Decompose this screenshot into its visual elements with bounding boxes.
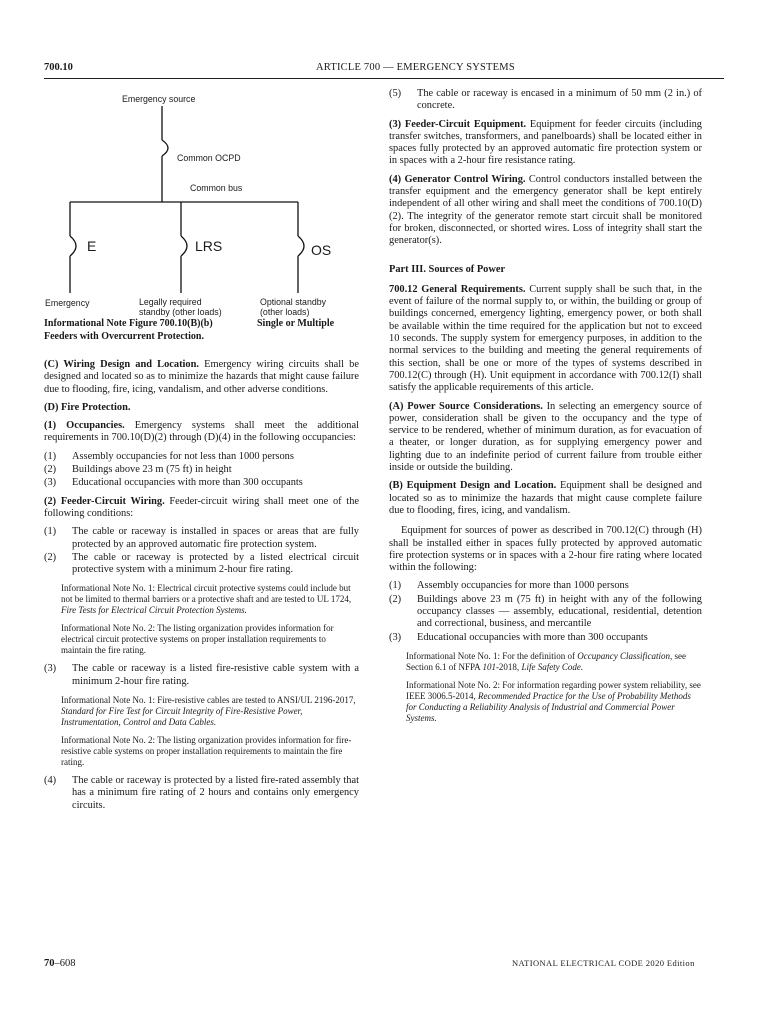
paragraph-d4-generator-control: (4) Generator Control Wiring. Control conductors installed between the transfer equipment and the emergency generator shall be kept entirely independent of all other wiring and shall meet the conditions of 700.10(D)(2). The integrity of the generator remote start circuit shall be monitored for broken, disconnected, or shorted wires. Loss of integrity shall start the generator(s). — [389, 173, 702, 247]
paragraph-700-12-general: 700.12 General Requirements. Current supply shall be such that, in the event of failure of the normal supply to, or within, the building or group of buildings concerned, emergency lighting, emergency power, or both shall be available within the time required for the application but not to exceed 10 seconds. The supply system for emergency purposes, in addition to the normal services to the building and meeting the general requirements of this section, shall be one or more of the types of systems described in 700.12(C) through (H). Unit equipment in accordance with 700.12(I) shall satisfy the applicable requirements of this article. — [389, 283, 702, 394]
heading-d-fire-protection: (D) Fire Protection. — [44, 401, 131, 413]
occupancy-list — [44, 451, 359, 490]
informational-note: Informational Note No. 1: For the definition of Occupancy Classification, see Section 6.1 of NFPA 101-2018, Life Safety Code. — [406, 650, 686, 672]
list-item: (4) The cable or raceway is protected by a listed fire-rated assembly that has a minimum fire rating of 2 hours and contains only emergency circuits. — [44, 775, 359, 811]
figure-caption: Informational Note Figure 700.10(B)(b) Single or Multiple Feeders with Overcurrent Protection. — [44, 318, 335, 342]
paragraph-b-equipment-design: (B) Equipment Design and Location. Equipment shall be designed and located so as to minimize the hazards that might cause complete failure due to flooding, fires, icing, and vandalism. — [389, 480, 702, 516]
running-header — [44, 62, 724, 78]
label-legally-required-1: Legally required — [139, 297, 202, 307]
lrs-breaker-symbol — [181, 236, 187, 256]
label-legally-required-2: standby (other loads) — [139, 307, 222, 317]
informational-note: Informational Note No. 2: For information regarding power system reliability, see IEEE 3006.5-2014, Recommended Practice for the Use of Probability Methods for Conducting a Reliability Analysis of Industrial and Commercial Power Systems. — [406, 679, 701, 723]
label-emergency: Emergency — [45, 298, 90, 308]
label-os: OS — [311, 242, 332, 258]
list-item: (3) Educational occupancies with more than 300 occupants — [389, 631, 648, 643]
page-number: 70–608 — [44, 958, 76, 969]
left-column — [44, 88, 359, 813]
list-item: (1) Assembly occupancies for more than 1000 persons — [389, 580, 629, 592]
label-optional-standby-2: (other loads) — [260, 307, 310, 317]
paragraph-a-power-source: (A) Power Source Considerations. In selecting an emergency source of power, consideration shall be given to the occupancy and the type of service to be rendered, whether of minimum duration, as for evacuation of a theater, or longer duration, as for supplying emergency power and lighting due to an indefinite period of current failure from trouble either inside or outside the building. — [389, 400, 702, 474]
paragraph-equipment-sources: Equipment for sources of power as described in 700.12(C) through (H) shall be installed either in spaces fully protected by approved automatic fire protection systems or in spaces with a 2-hour fire rating where located within the following: — [389, 525, 702, 574]
list-item: (2) Buildings above 23 m (75 ft) in height with any of the following occupancy classes — assembly, educational, residential, detention and correctional, business, and mercantile — [389, 593, 702, 630]
part-heading: Part III. Sources of Power — [389, 263, 506, 275]
label-emergency-source: Emergency source — [122, 94, 196, 104]
label-common-bus: Common bus — [190, 183, 243, 193]
paragraph-c-wiring-design: (C) Wiring Design and Location. Emergency wiring circuits shall be designed and located so as to minimize the hazards that might cause failure due to flooding, fire, icing, vandalism, and other adverse conditions. — [44, 359, 359, 395]
feeder-diagram-lines — [44, 88, 359, 318]
header-section-number: 700.10 — [44, 62, 73, 73]
paragraph-d3-feeder-equipment: (3) Feeder-Circuit Equipment. Equipment for feeder circuits (including transfer switches, transformers, and panelboards) shall be located either in spaces fully protected by an approved automatic fire protection system or in spaces with a 2-hour fire resistance rating. — [389, 118, 702, 167]
list-item: (3) The cable or raceway is a listed fire-resistive cable system with a minimum 2-hour fire rating. — [44, 663, 359, 687]
paragraph-d1-occupancies: (1) Occupancies. Emergency systems shall meet the additional requirements in 700.10(D)(2) through (D)(4) in the following occupancies: — [44, 420, 359, 444]
informational-note: Informational Note No. 2: The listing organization provides information for electrical circuit protective systems on proper installation requirements to maintain the fire rating. — [61, 623, 334, 656]
right-column — [389, 88, 702, 731]
informational-note: Informational Note No. 1: Electrical circuit protective systems could include but not be limited to thermal barriers or a protective shaft and are tested to UL 1724, Fire Tests for Electrical Circuit Protection Systems. — [61, 583, 352, 616]
paragraph-d2-feeder-wiring: (2) Feeder-Circuit Wiring. Feeder-circuit wiring shall meet one of the following conditions: — [44, 495, 359, 519]
informational-note: Informational Note No. 1: Fire-resistive cables are tested to ANSI/UL 2196-2017, Standard for Fire Test for Circuit Integrity of Fire-Resistive Power, Instrumentation, Control and Data Cables. — [61, 695, 356, 728]
informational-note: Informational Note No. 2: The listing organization provides information for fire-resistive cable systems on proper installation requirements to maintain the fire rating. — [61, 735, 352, 768]
e-breaker-symbol — [70, 236, 76, 256]
header-rule — [44, 78, 724, 79]
list-item: (2) Buildings above 23 m (75 ft) in height — [44, 464, 232, 476]
list-item: (3) Educational occupancies with more than 300 occupants — [44, 477, 303, 489]
list-item: (1) Assembly occupancies for not less than 1000 persons — [44, 450, 294, 462]
feeder-diagram — [44, 88, 359, 318]
label-optional-standby-1: Optional standby — [260, 297, 327, 307]
label-lrs: LRS — [195, 238, 223, 254]
edition-label: NATIONAL ELECTRICAL CODE 2020 Edition — [512, 958, 695, 968]
os-breaker-symbol — [298, 236, 304, 256]
list-item: (2) The cable or raceway is protected by a listed electrical circuit protective system with a minimum 2-hour fire rating. — [44, 551, 359, 576]
label-e: E — [87, 238, 97, 254]
location-list — [389, 580, 702, 643]
list-item: (1) The cable or raceway is installed in spaces or areas that are fully protected by an approved automatic fire protection system. — [44, 526, 359, 550]
label-common-ocpd: Common OCPD — [177, 153, 241, 163]
list-item: (5) The cable or raceway is encased in a minimum of 50 mm (2 in.) of concrete. — [389, 88, 702, 112]
ocpd-breaker-symbol — [162, 140, 168, 156]
header-article-title: ARTICLE 700 — EMERGENCY SYSTEMS — [316, 62, 515, 73]
